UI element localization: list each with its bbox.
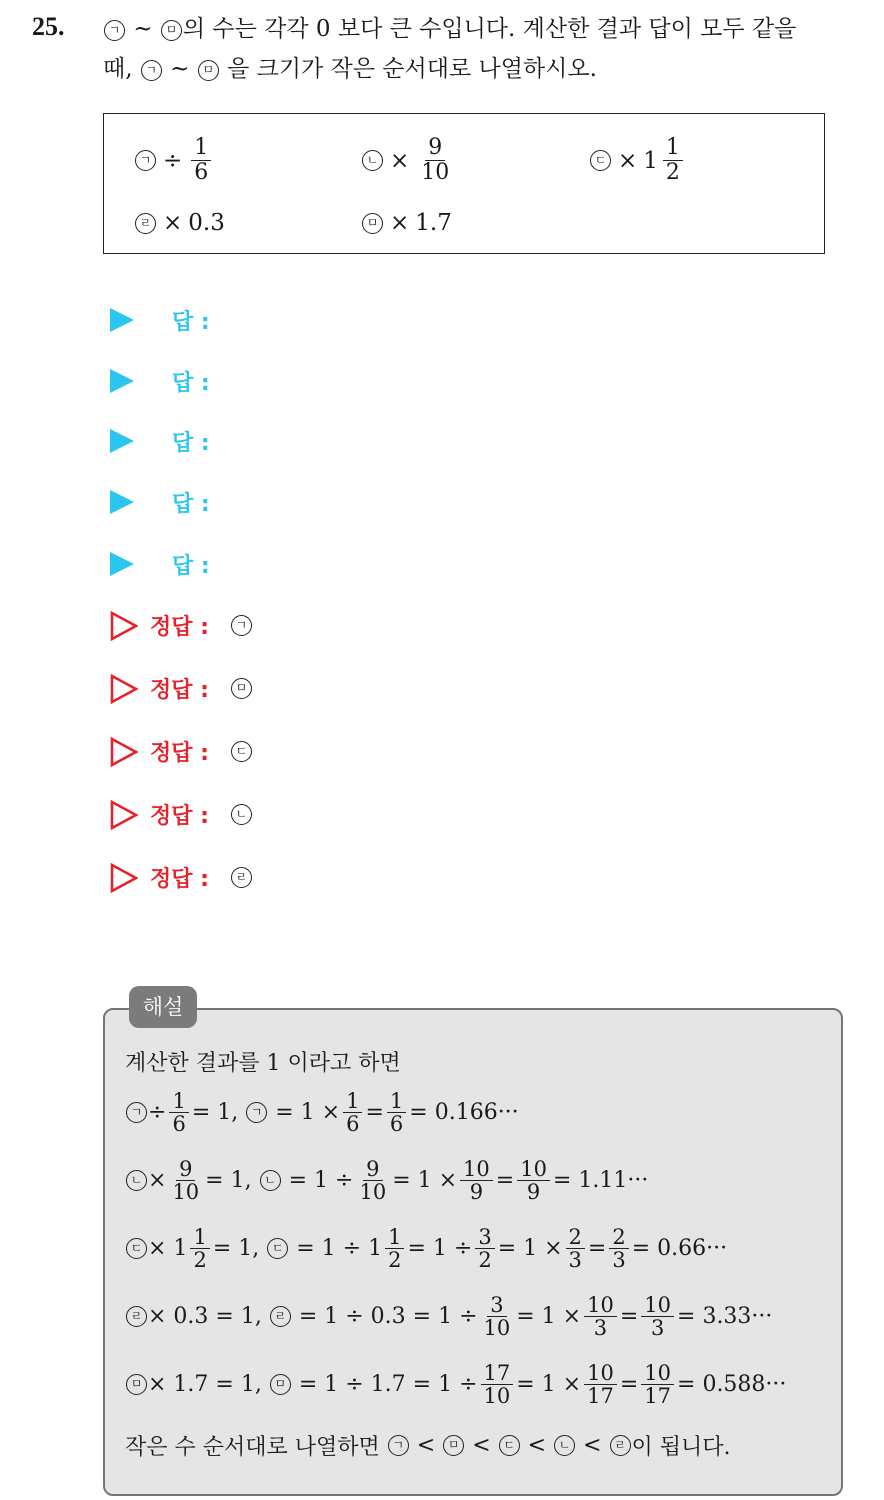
expression-rieul: ㄹ × 0.3 — [134, 210, 225, 236]
answer-label: 답 : — [172, 554, 210, 579]
question-line-2: 때, ㄱ ~ ㅁ 을 크기가 작은 순서대로 나열하시오. — [103, 56, 597, 82]
correct-answer-row: 정답 : ㅁ — [110, 673, 253, 704]
fraction: $\frac{9}{10}$ — [421, 135, 450, 185]
play-icon — [110, 490, 134, 514]
fraction: $\frac{1}{2}$ — [663, 136, 683, 185]
correct-answer-row: 정답 : ㄱ — [110, 610, 253, 641]
outline-triangle-icon — [110, 863, 138, 893]
symbol-mieum: ㅁ — [161, 20, 182, 41]
solution-line-nieun: ㄴ × $\frac{9}{10}$ = 1, ㄴ = 1 ÷ $\frac{9}{10}$ = 1 × $\frac{10}{9}$ = $\frac{10}{9}$ = 1.11··· — [125, 1158, 648, 1203]
answer-label: 답 : — [172, 431, 210, 456]
answer-row[interactable] — [110, 552, 134, 576]
outline-triangle-icon — [110, 611, 138, 641]
answer-row[interactable] — [110, 429, 134, 453]
solution-line-rieul: ㄹ × 0.3 = 1, ㄹ = 1 ÷ 0.3 = 1 ÷ $\frac{3}{10}$ = 1 × $\frac{10}{3}$ = $\frac{10}{3}$ = 3.33··· — [125, 1294, 772, 1339]
correct-answer-value: ㅁ — [231, 678, 252, 699]
correct-answer-value: ㄴ — [231, 804, 252, 825]
correct-answer-row: 정답 : ㄹ — [110, 862, 253, 893]
solution-line-mieum: ㅁ × 1.7 = 1, ㅁ = 1 ÷ 1.7 = 1 ÷ $\frac{17}{10}$ = 1 × $\frac{10}{17}$ = $\frac{10}{17}$ = 0.588··· — [125, 1362, 786, 1407]
outline-triangle-icon — [110, 737, 138, 767]
correct-answer-value: ㄷ — [231, 741, 252, 762]
play-icon — [110, 552, 134, 576]
expression-box — [103, 113, 825, 254]
expression-nieun: ㄴ × $\frac{9}{10}$ — [361, 136, 455, 185]
symbol-mieum: ㅁ — [198, 60, 219, 81]
solution-line-digeut: ㄷ × 1 $\frac{1}{2}$ = 1, ㄷ = 1 ÷ 1 $\frac{1}{2}$ = 1 ÷ $\frac{3}{2}$ = 1 × $\frac{2}{3}$ = $\frac{2}{3}$ = 0.66··· — [125, 1226, 727, 1271]
expression-digeut: ㄷ × 1 $\frac{1}{2}$ — [589, 136, 686, 185]
solution-intro: 계산한 결과를 1 이라고 하면 — [125, 1051, 401, 1076]
correct-answer-row: 정답 : ㄴ — [110, 799, 253, 830]
outline-triangle-icon — [110, 800, 138, 830]
play-icon — [110, 369, 134, 393]
answer-label: 답 : — [172, 371, 210, 396]
solution-line-giyeok: ㄱ ÷ $\frac{1}{6}$ = 1, ㄱ = 1 × $\frac{1}{6}$ = $\frac{1}{6}$ = 0.166··· — [125, 1090, 519, 1135]
correct-answer-row: 정답 : ㄷ — [110, 736, 253, 767]
answer-label: 답 : — [172, 310, 210, 335]
correct-answer-value: ㄹ — [231, 867, 252, 888]
correct-answer-value: ㄱ — [231, 615, 252, 636]
solution-conclusion: 작은 수 순서대로 나열하면 ㄱ < ㅁ < ㄷ < ㄴ < ㄹ 이 됩니다. — [125, 1433, 731, 1460]
answer-row[interactable] — [110, 308, 134, 332]
answer-label: 답 : — [172, 492, 210, 517]
symbol-giyeok: ㄱ — [104, 20, 125, 41]
play-icon — [110, 308, 134, 332]
answer-row[interactable] — [110, 369, 134, 393]
expression-mieum: ㅁ × 1.7 — [361, 210, 452, 236]
expression-giyeok: ㄱ ÷ $\frac{1}{6}$ — [134, 136, 214, 185]
question-line-1: ㄱ ~ ㅁ 의 수는 각각 0 보다 큰 수입니다. 계산한 결과 답이 모두 같을 — [103, 12, 796, 46]
fraction: $\frac{1}{6}$ — [191, 136, 211, 185]
play-icon — [110, 429, 134, 453]
solution-tab: 해설 — [129, 986, 197, 1028]
outline-triangle-icon — [110, 674, 138, 704]
symbol-giyeok: ㄱ — [141, 60, 162, 81]
question-text-2: 을 크기가 작은 순서대로 나열하시오. — [227, 56, 597, 82]
question-number: 25. — [32, 12, 65, 41]
answer-row[interactable] — [110, 490, 134, 514]
question-text-1: 의 수는 각각 0 보다 큰 수입니다. 계산한 결과 답이 모두 같을 — [182, 16, 797, 42]
